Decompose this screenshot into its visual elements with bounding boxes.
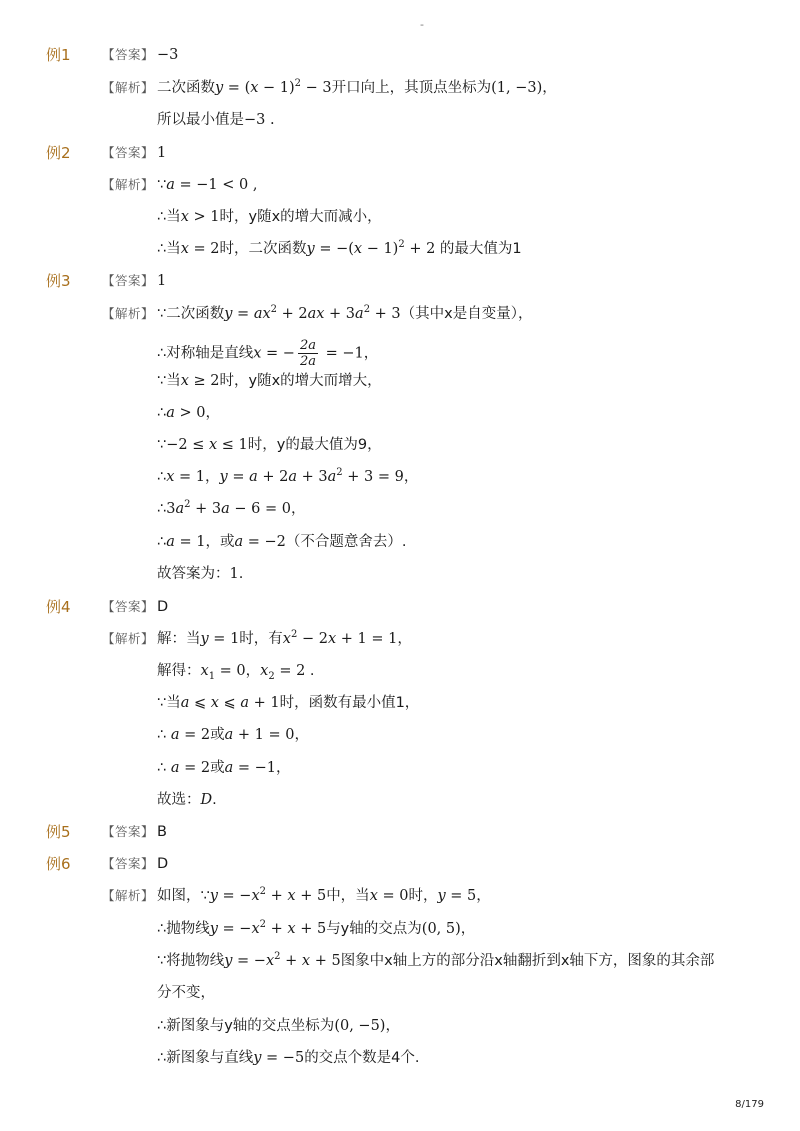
formula-line: ∴a > 0， (157, 405, 220, 421)
formula-line: ∵−2 ≤ x ≤ 1时，y的最大值为9， (157, 437, 382, 453)
example-label: 例4 (46, 598, 71, 616)
formula-line: ∴新图象与y轴的交点坐标为(0, −5)， (157, 1018, 400, 1034)
formula-line: ∵将抛物线$y = -x^2 + x + 5$图象中x轴上方的部分沿x轴翻折到x轴下方，图象的其余部 (157, 951, 715, 969)
answer-tag: 【答案】 (102, 599, 155, 614)
text-line: 分不变， (157, 985, 215, 1001)
formula-line: ∵当a ⩽ x ⩽ a + 1时，函数有最小值1， (157, 695, 420, 711)
example-label: 例2 (46, 144, 71, 162)
formula-line: ∵当x ≥ 2时，y随x的增大而增大， (157, 373, 382, 389)
formula-line: ∴新图象与直线y = −5的交点个数是4个. (157, 1050, 420, 1066)
fraction: $\frac{2a}{2a}$ (299, 338, 316, 369)
formula-line: 二次函数$y = (x - 1)^2 - 3$开口向上，其顶点坐标为(1, −3)， (157, 78, 557, 96)
answer-tag: 【答案】 (102, 824, 155, 839)
formula-line: $\therefore 3a^2 + 3a - 6 = 0$， (157, 499, 306, 517)
example-label: 例3 (46, 272, 71, 290)
formula-line: ∴ a = 2或a + 1 = 0， (157, 727, 309, 743)
analysis-tag: 【解析】 (102, 177, 155, 192)
formula-line: ∴对称轴是直线x = − $\frac{2a}{2a}$ = −1， (157, 338, 379, 369)
example-label: 例6 (46, 855, 71, 873)
answer-value: B (157, 824, 167, 840)
formula-line: ∴当x > 1时，y随x的增大而减小， (157, 209, 382, 225)
answer-tag: 【答案】 (102, 145, 155, 160)
example-label: 例1 (46, 46, 71, 64)
text-line: 故选：D. (157, 792, 217, 808)
formula-line: ∵a = −1 < 0 , (157, 177, 258, 193)
formula-line: ∴抛物线$y = -x^2 + x + 5$与y轴的交点为(0, 5)， (157, 919, 476, 937)
answer-value: 1 (157, 273, 167, 289)
answer-tag: 【答案】 (102, 273, 155, 288)
formula-line: ∴x = 1，$y = a + 2a + 3a^2 + 3 = 9$， (157, 467, 419, 485)
analysis-tag: 【解析】 (102, 306, 155, 321)
answer-tag: 【答案】 (102, 47, 155, 62)
formula-line: ∴a = 1，或a = −2（不合题意舍去）. (157, 534, 407, 550)
formula-line: 解：当y = 1时，有$x^2 - 2x + 1 = 1$， (157, 629, 412, 647)
answer-value: −3 (157, 47, 179, 63)
answer-value: 1 (157, 145, 167, 161)
page-number: 8/179 (735, 1099, 764, 1110)
analysis-tag: 【解析】 (102, 631, 155, 646)
analysis-tag: 【解析】 (102, 80, 155, 95)
analysis-tag: 【解析】 (102, 888, 155, 903)
formula-line: ∴ a = 2或a = −1， (157, 760, 291, 776)
text-line: 故答案为：1. (157, 566, 244, 582)
formula-line: 解得：$x_1 = 0$，$x_2 = 2$ . (157, 663, 315, 682)
answer-tag: 【答案】 (102, 856, 155, 871)
text-line: 所以最小值是−3 . (157, 112, 275, 128)
formula-line: 如图，∵y = $-x^2 + x + 5$中，当x = 0时，y = 5， (157, 886, 491, 904)
formula-line: ∴当x = 2时，二次函数$y = -(x - 1)^2 + 2$ 的最大值为1 (157, 239, 522, 257)
header-dash: - (420, 18, 424, 31)
formula-line: ∵二次函数$y = ax^2 + 2ax + 3a^2 + 3$（其中x是自变量）， (157, 304, 533, 322)
answer-value: D (157, 856, 169, 872)
answer-value: D (157, 599, 169, 615)
example-label: 例5 (46, 823, 71, 841)
